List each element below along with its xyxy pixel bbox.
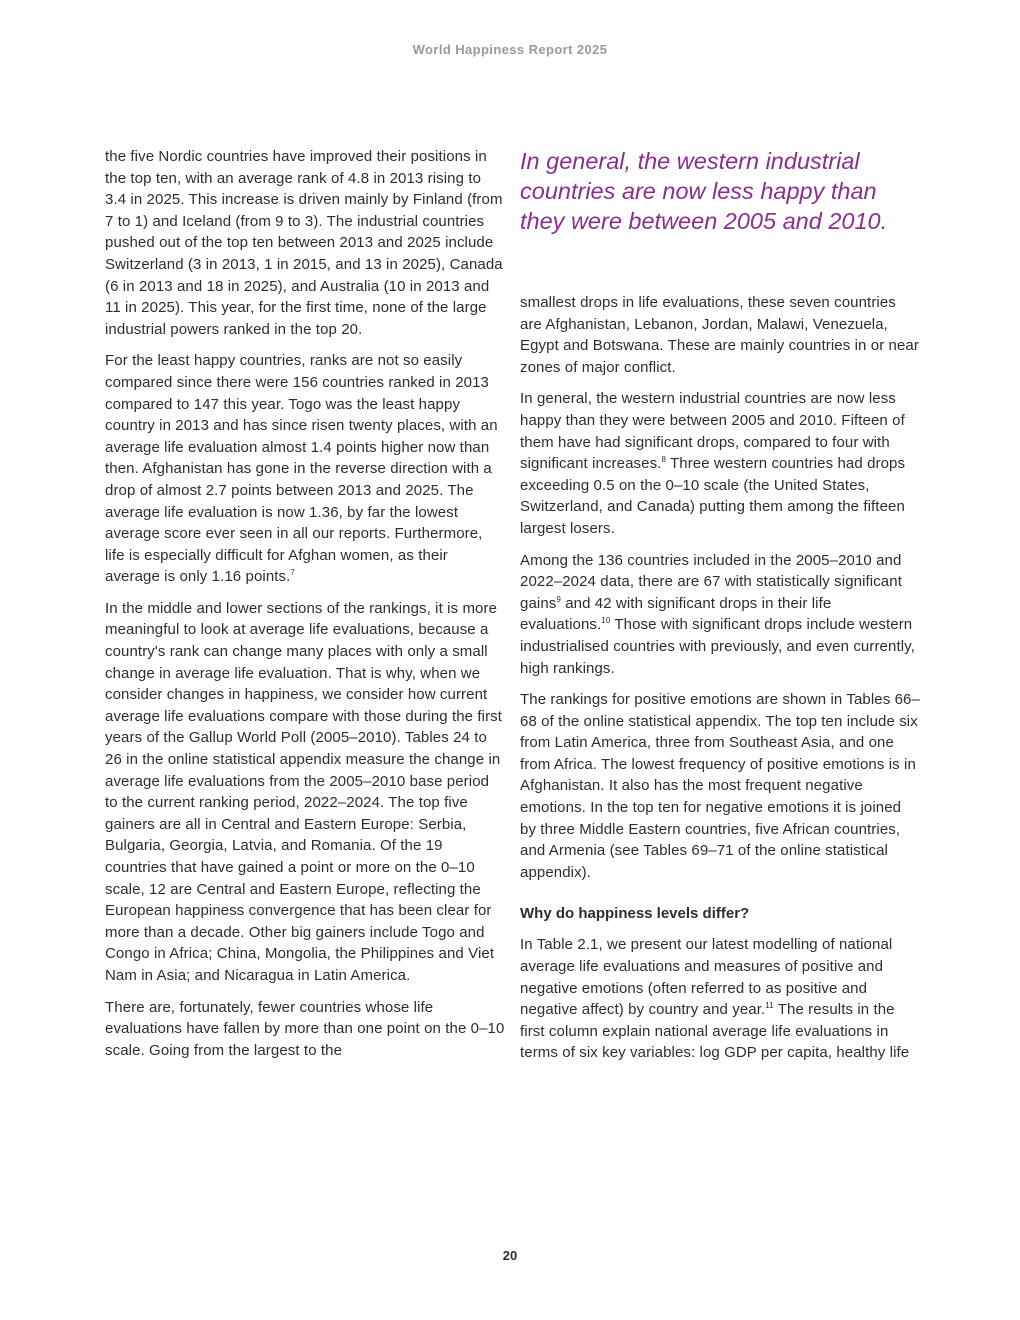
- footnote-ref[interactable]: 7: [290, 568, 295, 578]
- section-heading: Why do happiness levels differ?: [520, 905, 750, 923]
- paragraph: smallest drops in life evaluations, these seven countries are Afghanistan, Lebanon, Jordan, Malawi, Venezuela, Egypt and Botswana. These are mainly countries in or near zones of major conflict.: [520, 294, 919, 376]
- footnote-ref[interactable]: 10: [601, 616, 611, 626]
- right-column: [520, 146, 920, 1074]
- paragraph-text: Three western countries had drops exceeding 0.5 on the 0–10 scale (the United States, Switzerland, and Canada) putting them among the fifteen largest losers.: [520, 455, 906, 537]
- paragraph-text: For the least happy countries, ranks are not so easily compared since there were 156 countries ranked in 2013 compared to 147 this year. Togo was the least happy country in 2013 and has since risen twenty places, with an average life evaluation almost 1.4 points higher now than then. Afghanistan has gone in the reverse direction with a drop of almost 2.7 points between 2013 and 2025. The average life evaluation is now 1.36, by far the lowest average score ever seen in all our reports. Furthermore, life is especially difficult for Afghan women, as their average is only 1.16 points.: [105, 352, 498, 586]
- footnote-ref[interactable]: 11: [765, 1001, 774, 1011]
- paragraph: The rankings for positive emotions are shown in Tables 66–68 of the online statistical appendix. The top ten include six from Latin America, three from Southeast Asia, and one from Africa. The lowest frequency of positive emotions is in Afghanistan. It also has the most frequent negative emotions. In the top ten for negative emotions it is joined by three Middle Eastern countries, five African countries, and Armenia (see Tables 69–71 of the online statistical appendix).: [520, 691, 920, 881]
- paragraph: [105, 350, 505, 588]
- paragraph: In the middle and lower sections of the rankings, it is more meaningful to look at average life evaluations, because a country's rank can change many places with only a small change in average life evaluation. That is why, when we consider changes in happiness, we consider how current average life evaluations compare with those during the first years of the Gallup World Poll (2005–2010). Tables 24 to 26 in the online statistical appendix measure the change in average life evaluations from the 2005–2010 base period to the current ranking period, 2022–2024. The top five gainers are all in Central and Eastern Europe: Serbia, Bulgaria, Georgia, Latvia, and Romania. Of the 19 countries that have gained a point or more on the 0–10 scale, 12 are Central and Eastern Europe, reflecting the European happiness convergence that has been clear for more than a decade. Other big gainers include Togo and Congo in Africa; China, Mongolia, the Philippines and Viet Nam in Asia; and Nicaragua in Latin America.: [105, 599, 503, 984]
- paragraph-text: Among the 136 countries included in the 2005–2010 and 2022–2024 data, there are 67 with statistically significant gains: [520, 551, 902, 612]
- paragraph: [520, 934, 920, 1064]
- paragraph-text: In general, the western industrial countries are now less happy than they were between 2005 and 2010. Fifteen of them have had significant drops, compared to four with significant increases.: [520, 390, 905, 473]
- running-header: World Happiness Report 2025: [412, 42, 608, 57]
- paragraph-text: The results in the first column explain national average life evaluations in terms of six key variables: log GDP per capita, healthy life: [520, 1001, 910, 1062]
- pull-quote: In general, the western industrial countries are now less happy than they were between 2005 and 2010.: [520, 148, 888, 234]
- footnote-ref[interactable]: 8: [661, 455, 666, 465]
- paragraph: There are, fortunately, fewer countries whose life evaluations have fallen by more than one point on the 0–10 scale. Going from the largest to the: [105, 998, 505, 1059]
- footnote-ref[interactable]: 9: [556, 594, 561, 604]
- page-number: 20: [502, 1248, 518, 1263]
- paragraph-text: In Table 2.1, we present our latest modelling of national average life evaluations and measures of positive and negative emotions (often referred to as positive and negative affect) by country and year.: [520, 936, 893, 1019]
- left-column: [105, 146, 505, 1071]
- paragraph: [520, 550, 920, 680]
- paragraph: [520, 388, 920, 539]
- paragraph-text: and 42 with significant drops in their life evaluations.: [520, 594, 832, 634]
- paragraph-text: Those with significant drops include western industrialised countries with previously, and even currently, high rankings.: [520, 616, 915, 677]
- paragraph: the five Nordic countries have improved their positions in the top ten, with an average rank of 4.8 in 2013 rising to 3.4 in 2025. This increase is driven mainly by Finland (from 7 to 1) and Iceland (from 9 to 3). The industrial countries pushed out of the top ten between 2013 and 2025 include Switzerland (3 in 2013, 1 in 2015, and 13 in 2025), Canada (6 in 2013 and 18 in 2025), and Australia (10 in 2013 and 11 in 2025). This year, for the first time, none of the large industrial powers ranked in the top 20.: [105, 148, 503, 338]
